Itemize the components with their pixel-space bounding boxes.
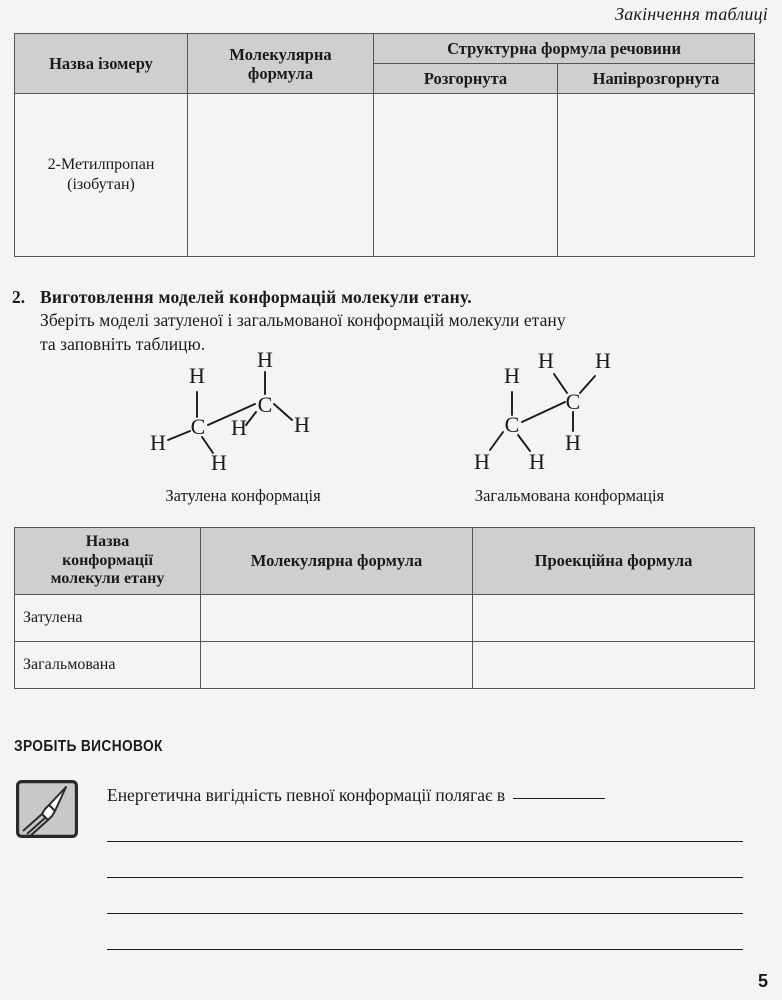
atom-label-h5: H [595, 352, 611, 373]
figure-eclipsed-conformation [120, 352, 350, 505]
header-molecular-formula-line1: Молекулярна [229, 44, 332, 64]
atom-label-h1: H [504, 363, 520, 388]
isomers-table-body [15, 94, 755, 257]
isomer-name-line2: (ізобутан) [67, 176, 135, 194]
header-semi-expanded: Напіврозгорнута [558, 64, 755, 94]
running-head: Закінчення таблиці [615, 4, 768, 24]
conformations-table-head [15, 528, 755, 595]
isomers-table [14, 33, 755, 257]
table-row [15, 594, 755, 641]
header-conformation-name-line2: конформації [62, 551, 153, 569]
isomer-name-line1: 2-Метилпропан [47, 156, 155, 174]
atom-label-c1: C [504, 412, 520, 437]
task-title: Виготовлення моделей конформацій молекули етану. [40, 287, 472, 307]
conclusion-writing-line[interactable] [107, 913, 743, 914]
atom-label-h4: H [538, 352, 554, 373]
task-text-line-2: та заповніть таблицю. [40, 333, 206, 354]
task-number: 2. [12, 287, 26, 307]
task-text-line-1: Зберіть моделі затуленої і загальмованої конформацій молекули етану [40, 310, 566, 331]
conclusion-prompt-text: Енергетична вигідність певної конформації полягає в [107, 785, 506, 805]
isomers-table-head [15, 34, 755, 94]
cell-eclipsed-projection-formula-blank[interactable] [473, 594, 755, 641]
conclusion-writing-line[interactable] [107, 841, 743, 842]
task-body [40, 286, 768, 356]
atom-label-h6: H [231, 415, 247, 440]
atom-label-h4: H [257, 352, 273, 372]
header-conformation-molecular-formula: Молекулярна формула [201, 528, 473, 595]
figure-eclipsed-caption: Затулена конформація [165, 486, 321, 505]
figure-staggered-caption: Загальмована конформація [474, 486, 665, 505]
cell-conformation-name-eclipsed: Затулена [15, 594, 201, 641]
isomers-header-row-1 [15, 34, 755, 64]
table-row [15, 94, 755, 257]
atom-label-c2: C [565, 389, 581, 414]
conformations-table-body [15, 594, 755, 688]
pencil-icon [16, 780, 78, 843]
atom-label-h2: H [150, 430, 166, 455]
cell-molecular-formula-blank[interactable] [188, 94, 374, 257]
cell-expanded-blank[interactable] [374, 94, 558, 257]
conclusion-writing-line[interactable] [107, 949, 743, 950]
conformations-header-row [15, 528, 755, 595]
cell-conformation-name-staggered: Загальмована [15, 641, 201, 688]
atom-label-h3: H [529, 449, 545, 474]
eclipsed-molecule-diagram [120, 352, 350, 482]
cell-staggered-molecular-formula-blank[interactable] [201, 641, 473, 688]
conformation-figures [0, 352, 782, 512]
header-isomer-name: Назва ізомеру [15, 34, 188, 94]
page-number: 5 [757, 971, 768, 991]
cell-isomer-name [15, 94, 188, 257]
header-structural-formula-group: Структурна формула речовини [374, 34, 755, 64]
atom-label-h1: H [189, 363, 205, 388]
cell-semi-expanded-blank[interactable] [558, 94, 755, 257]
figure-staggered-conformation [465, 352, 680, 505]
atom-label-h6: H [565, 430, 581, 455]
atom-label-h5: H [294, 412, 310, 437]
table-row [15, 641, 755, 688]
conclusion-heading: ЗРОБІТЬ ВИСНОВОК [14, 738, 163, 755]
conformations-table [14, 527, 755, 689]
header-projection-formula: Проекційна формула [473, 528, 755, 595]
header-conformation-name [15, 528, 201, 595]
conclusion-blank-inline[interactable] [513, 798, 605, 799]
cell-eclipsed-molecular-formula-blank[interactable] [201, 594, 473, 641]
atom-label-c1: C [190, 414, 206, 439]
cell-staggered-projection-formula-blank[interactable] [473, 641, 755, 688]
header-molecular-formula [188, 34, 374, 94]
staggered-molecule-diagram [465, 352, 680, 482]
atom-label-c2: C [257, 392, 273, 417]
header-conformation-name-line3: молекули етану [50, 570, 165, 588]
header-conformation-name-line1: Назва [85, 533, 130, 550]
atom-label-h2: H [474, 449, 490, 474]
atom-label-h3: H [211, 450, 227, 475]
conclusion-writing-line[interactable] [107, 877, 743, 878]
header-molecular-formula-line2: формула [247, 63, 314, 83]
header-expanded: Розгорнута [374, 64, 558, 94]
conclusion-prompt [107, 785, 605, 806]
task-2 [12, 286, 768, 356]
